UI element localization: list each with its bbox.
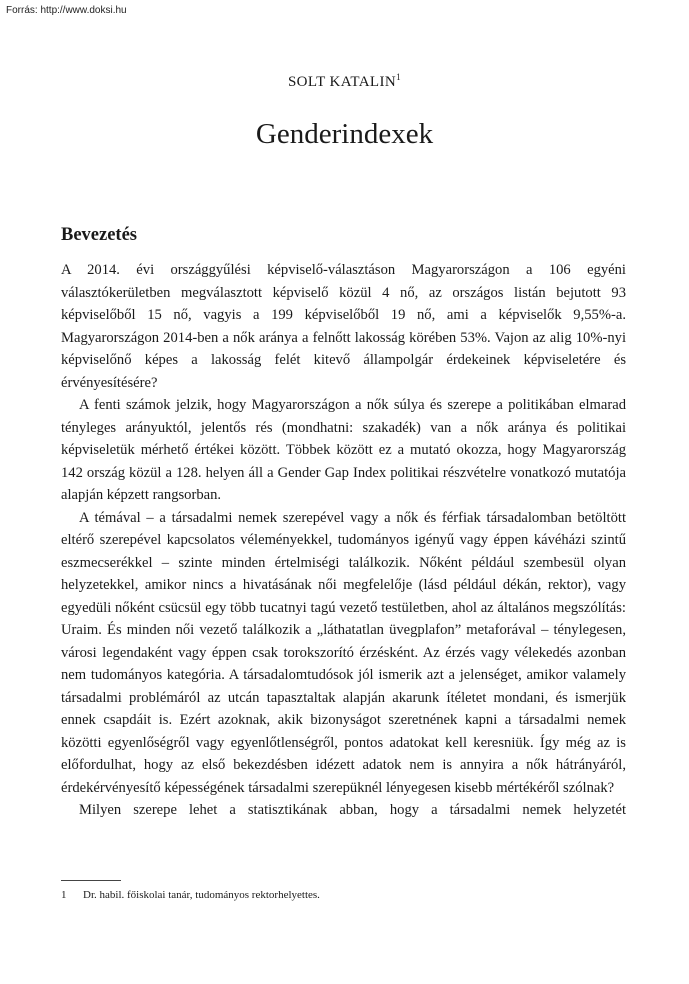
- section-heading: Bevezetés: [61, 225, 138, 245]
- paragraph-3: A témával – a társadalmi nemek szerepével vagy a nők és férfiak társadalomban betöltött eltérő szerepével kapcsolatos véleményekkel, tudományos igényű vagy éppen kávéházi szintű eszmecserékkel – szinte minden értelmiségi találkozik. Nőként például szembesül olyan helyzetekkel, amikor nincs a hivatásának női megfelelője (lásd például dékán, rektor), vagy egyedüli nőként csücsül egy több tucatnyi tagú vezető testületben, ahol az általános megszólítás: Uraim. És minden női vezető találkozik a „láthatatlan üvegplafon” metaforával – ténylegesen, városi legendaként vagy éppen csak torokszorító érzésként. Az érzés vagy vélekedés azonban nem tudományos kategória. A társadalomtudósok jól ismerik azt a jelenséget, amikor valamely társadalmi problémáról az utcán tapasztaltak alapján akarunk ítéletet mondani, és ismerjük ennek csapdáit is. Ezért azoknak, akik bizonyságot szeretnének kapni a társadalmi nemek közötti egyenlőségről vagy egyenlőtlenségről, pontos adatokat kell keresniük. Így még az is előfordulhat, hogy az első bekezdésben idézett adatok nem is annyira a nők hátrányáról, érdekérvényesítő képességének társadalmi szerepüknél lényegesen kisebb mértékéről szólnak?: [61, 509, 626, 796]
- page-title: Genderindexek: [255, 118, 434, 150]
- footnote-number: 1: [61, 889, 67, 901]
- footnote: [61, 888, 626, 903]
- footnote-text: Dr. habil. főiskolai tanár, tudományos rektorhelyettes.: [83, 889, 320, 901]
- footnote-divider: [61, 880, 121, 881]
- paragraph-2: A fenti számok jelzik, hogy Magyarországon a nők súlya és szerepe a politikában elmarad tényleges arányuktól, jelentős rés (mondhatni: szakadék) van a nők aránya és politikai képviseletük mérhető értékei között. Többek között ez a mutató okozza, hogy Magyarország 142 ország közül a 128. helyen áll a Gender Gap Index politikai részvételre vonatkozó mutatója alapján képzett rangsorban.: [61, 397, 626, 503]
- source-label: Forrás: http://www.doksi.hu: [6, 5, 127, 16]
- author-name: [0, 74, 689, 91]
- body-text: [61, 259, 626, 822]
- author-footnote-marker[interactable]: 1: [396, 72, 402, 82]
- paragraph-4: Milyen szerepe lehet a statisztikának abban, hogy a társadalmi nemek helyzetét: [79, 802, 626, 818]
- paragraph-1: A 2014. évi országgyűlési képviselő-választáson Magyarországon a 106 egyéni választókerületben megválasztott képviselő közül 4 nő, az országos listán bejutott 93 képviselőből 15 nő, vagyis a 199 képviselőből 19 nő, ami a képviselők 9,55%-a. Magyarországon 2014-ben a nők aránya a felnőtt lakosság körében 53%. Vajon az alig 10%-nyi képviselőnő képes a lakosság felét kitevő állampolgár érdekeinek képviseletére és érvényesítésére?: [61, 262, 626, 391]
- author-text: SOLT KATALIN: [287, 74, 397, 90]
